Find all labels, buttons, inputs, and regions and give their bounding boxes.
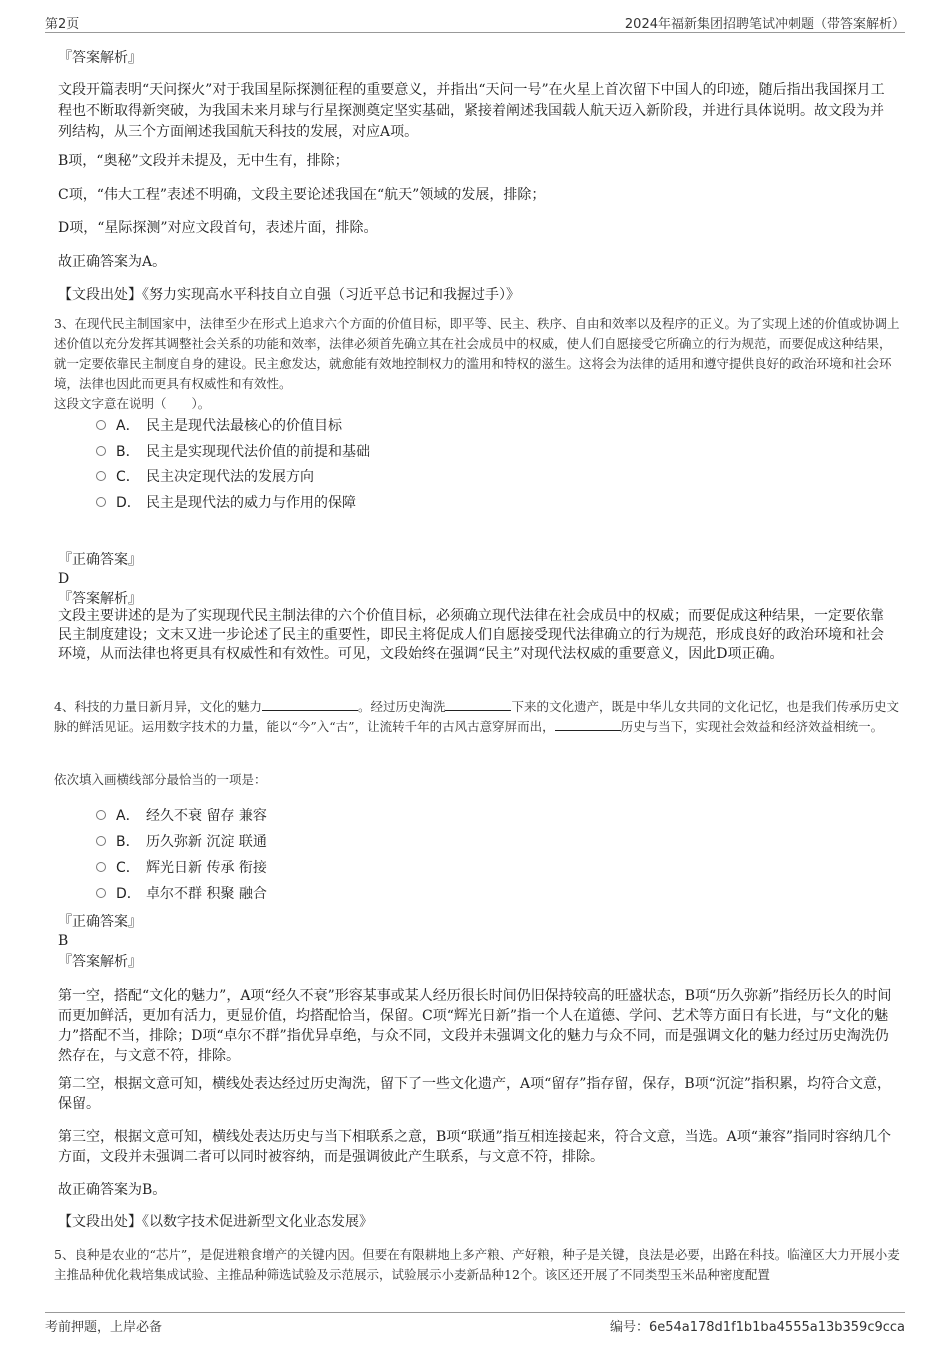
- q4-analysis-label: 『答案解析』: [58, 954, 142, 970]
- q3-answer-label: 『正确答案』: [58, 552, 142, 568]
- q2-analysis-option-d: D项，“星际探测”对应文段首句，表述片面，排除。: [58, 220, 378, 236]
- q4-option-c[interactable]: C． 辉光日新 传承 衔接: [96, 858, 267, 878]
- radio-icon[interactable]: [96, 862, 106, 872]
- radio-icon[interactable]: [96, 471, 106, 481]
- radio-icon[interactable]: [96, 810, 106, 820]
- q3-option-c[interactable]: C． 民主决定现代法的发展方向: [96, 467, 314, 487]
- radio-icon[interactable]: [96, 446, 106, 456]
- page-footer: [45, 1312, 905, 1335]
- q4-option-a[interactable]: A． 经久不衰 留存 兼容: [96, 806, 267, 826]
- radio-icon[interactable]: [96, 888, 106, 898]
- page-number: 第2页: [45, 17, 80, 32]
- q3-option-b[interactable]: B． 民主是实现现代法价值的前提和基础: [96, 442, 370, 462]
- q3-option-d[interactable]: D． 民主是现代法的威力与作用的保障: [96, 493, 356, 513]
- q2-analysis-paragraph: 文段开篇表明“天问探火”对于我国星际探测征程的重要意义，并指出“天问一号”在火星上首次留下中国人的印迹，随后指出我国探月工程也不断取得新突破，为我国未来月球与行星探测奠定坚实基础，紧接着阐述我国载人航天迈入新阶段，并进行具体说明。故文段为并列结构，从三个方面阐述我国航天科技的发展，对应A项。: [58, 82, 885, 140]
- q4-analysis-paragraph-1: 第一空，搭配“文化的魅力”，A项“经久不衰”形容某事或某人经历很长时间仍旧保持较高的旺盛状态，B项“历久弥新”指经历长久的时间而更加鲜活，更加有活力，更显价值，均搭配恰当，保留。C项“辉光日新”指一个人在道德、学问、艺术等方面日有长进，与“文化的魅力”搭配不当，排除；D项“卓尔不群”指优异卓绝，与众不同，文段并未强调文化的魅力与众不同，而是强调文化的魅力经过历史淘洗仍然存在，与文意不符，排除。: [58, 988, 892, 1064]
- radio-icon[interactable]: [96, 497, 106, 507]
- q4-option-d[interactable]: D． 卓尔不群 积聚 融合: [96, 884, 267, 904]
- q3-option-a[interactable]: A． 民主是现代法最核心的价值目标: [96, 416, 342, 436]
- q2-conclusion: 故正确答案为A。: [58, 254, 167, 270]
- q3-stem: 3、在现代民主制国家中，法律至少在形式上追求六个方面的价值目标，即平等、民主、秩序、自由和效率以及程序的正义。为了实现上述的价值或协调上述价值以充分发挥其调整社会关系的功能和效率，法律必须首先确立其在社会成员中的权威，使人们自愿接受它所确立的行为规范，而要促成这种结果，就一定要依靠民主制度自身的建设。民主愈发达，就愈能有效地控制权力的滥用和特权的滋生。这将会为法律的适用和遵守提供良好的政治环境和社会环境，法律也因此而更具有权威性和有效性。: [54, 316, 900, 391]
- footer-slogan: 考前押题，上岸必备: [45, 1320, 163, 1335]
- q3-analysis-label: 『答案解析』: [58, 591, 142, 607]
- q2-analysis-label: 『答案解析』: [58, 50, 142, 66]
- q4-stem: 4、科技的力量日新月异，文化的魅力 。经过历史淘洗 下来的文化遗产，既是中华儿女共同的文化记忆，也是我们传承历史文脉的鲜活见证。运用数字技术的力量，能以“今”入“古”，让流转千年的古风古意穿屏而出， 历史与当下，实现社会效益和经济效益相统一。: [54, 699, 899, 734]
- q4-analysis-paragraph-2: 第二空，根据文意可知，横线处表达经过历史淘洗，留下了一些文化遗产，A项“留存”指存留，保存，B项“沉淀”指积累，均符合文意，保留。: [58, 1076, 892, 1112]
- radio-icon[interactable]: [96, 420, 106, 430]
- q3-answer: D: [58, 571, 70, 587]
- radio-icon[interactable]: [96, 836, 106, 846]
- q4-option-b[interactable]: B． 历久弥新 沉淀 联通: [96, 832, 267, 852]
- q4-analysis-paragraph-3: 第三空，根据文意可知，横线处表达历史与当下相联系之意，B项“联通”指互相连接起来，符合文意，当选。A项“兼容”指同时容纳几个方面，文段并未强调二者可以同时被容纳，而是强调彼此产生联系，与文意不符，排除。: [58, 1129, 892, 1165]
- q2-analysis-option-b: B项，“奥秘”文段并未提及，无中生有，排除；: [58, 153, 349, 169]
- blank-2: [445, 698, 511, 711]
- blank-3: [555, 718, 621, 731]
- document-id: 编号：6e54a178d1f1b1ba4555a13b359c9cca: [609, 1320, 905, 1335]
- document-title: 2024年福新集团招聘笔试冲刺题（带答案解析）: [624, 17, 905, 32]
- q3-analysis: 文段主要讲述的是为了实现现代民主制法律的六个价值目标，必须确立现代法律在社会成员中的权威；而要促成这种结果，一定要依靠民主制度建设；文末又进一步论述了民主的重要性，即民主将促成人们自愿接受现代法律确立的行为规范，形成良好的政治环境和社会环境，从而法律也将更具有权威性和有效性。可见，文段始终在强调“民主”对现代法权威的重要意义，因此D项正确。: [58, 608, 884, 662]
- q2-analysis-option-c: C项，“伟大工程”表述不明确，文段主要论述我国在“航天”领域的发展，排除；: [58, 187, 546, 203]
- q4-conclusion: 故正确答案为B。: [58, 1182, 167, 1198]
- q2-source: 【文段出处】《努力实现高水平科技自立自强（习近平总书记和我握过手）》: [58, 287, 520, 303]
- blank-1: [262, 698, 358, 711]
- q4-prompt: 依次填入画横线部分最恰当的一项是：: [54, 772, 267, 787]
- q4-source: 【文段出处】《以数字技术促进新型文化业态发展》: [58, 1214, 373, 1230]
- page-header: [45, 12, 905, 33]
- q3-prompt: 这段文字意在说明（ ）。: [54, 396, 211, 411]
- q4-answer: B: [58, 933, 69, 949]
- q4-answer-label: 『正确答案』: [58, 914, 142, 930]
- q5-stem: 5、良种是农业的“芯片”，是促进粮食增产的关键内因。但要在有限耕地上多产粮、产好粮，种子是关键，良法是必要，出路在科技。临潼区大力开展小麦主推品种优化栽培集成试验、主推品种筛选试验及示范展示，试验展示小麦新品种12个。该区还开展了不同类型玉米品种密度配置: [54, 1247, 900, 1282]
